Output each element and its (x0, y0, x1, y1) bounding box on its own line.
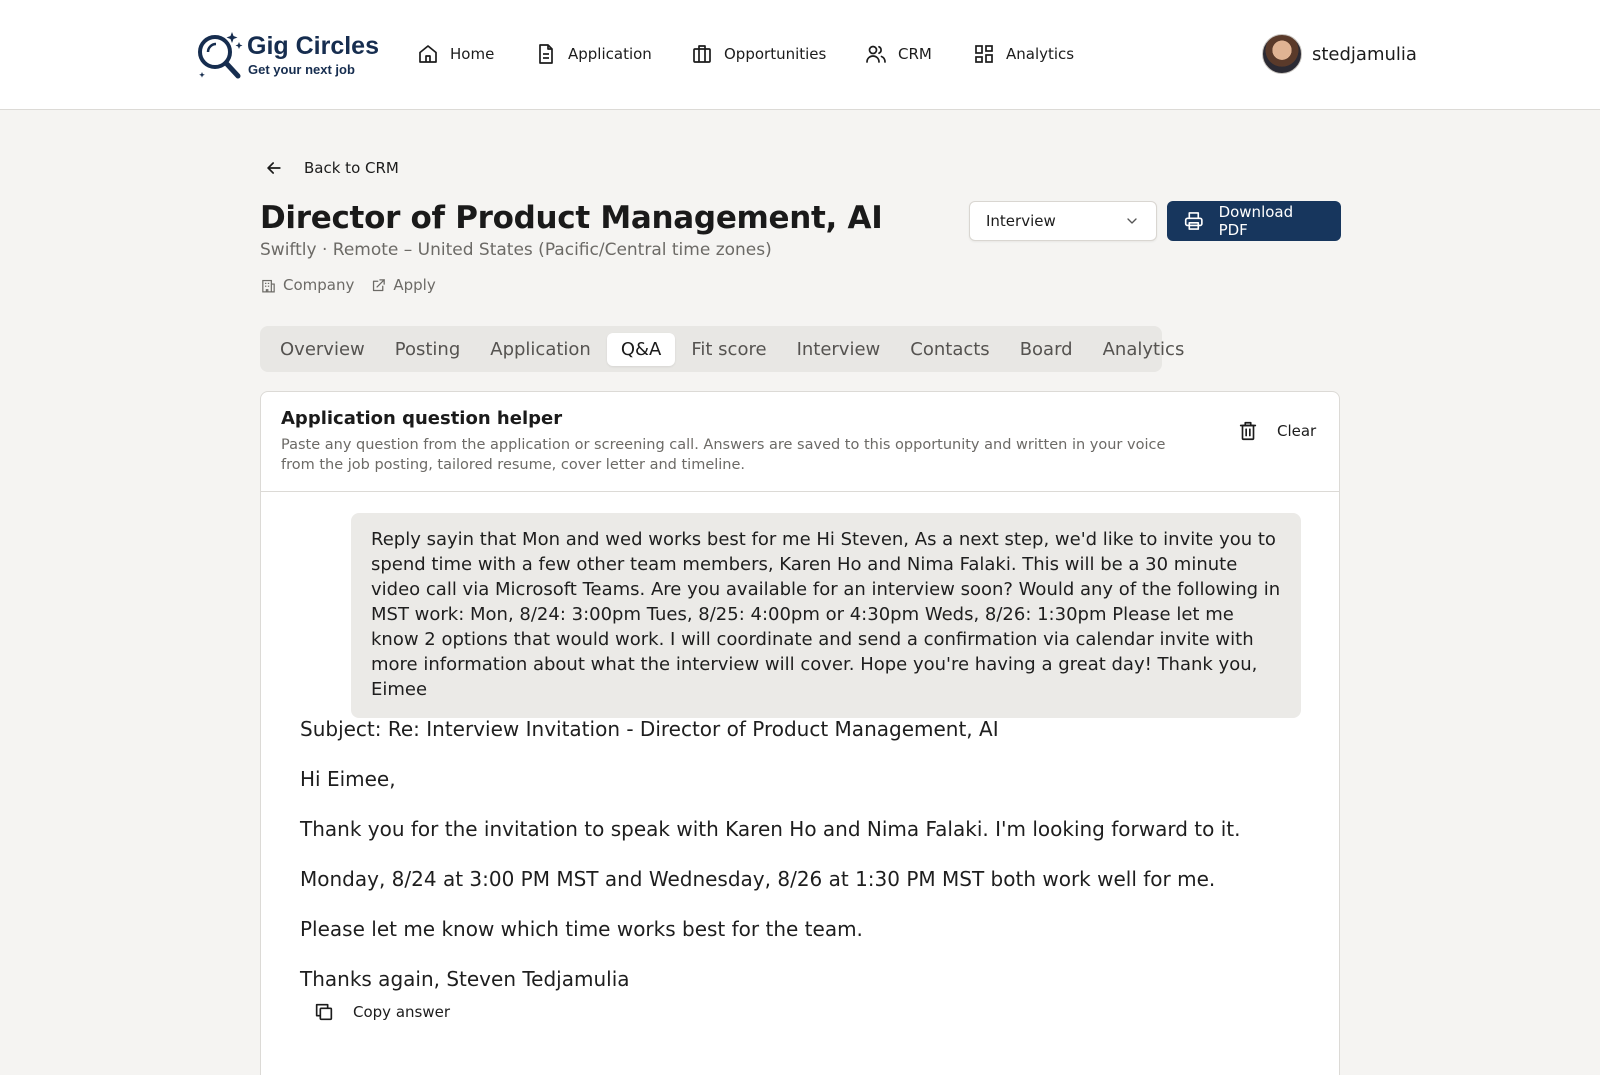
copy-answer-button[interactable] (313, 1001, 450, 1023)
nav-crm-label: CRM (898, 45, 932, 63)
answer-line: Thanks again, Steven Tedjamulia (300, 967, 630, 991)
document-icon (534, 42, 558, 66)
tab-contacts[interactable]: Contacts (910, 338, 990, 360)
chevron-down-icon (1124, 213, 1140, 229)
answer-text (300, 715, 1300, 1015)
magnifier-sparkle-icon (195, 30, 245, 82)
tab-qa[interactable]: Q&A (607, 333, 676, 366)
nav-opportunities[interactable] (690, 40, 826, 68)
tab-interview[interactable]: Interview (796, 338, 881, 360)
brand-logo[interactable] (195, 30, 385, 82)
home-icon (416, 42, 440, 66)
users-icon (864, 42, 888, 66)
tab-posting[interactable]: Posting (394, 338, 461, 360)
grid-icon (972, 42, 996, 66)
apply-link[interactable] (370, 276, 435, 294)
opportunity-tabs (260, 326, 1185, 372)
apply-link-label: Apply (393, 276, 436, 294)
username: stedjamulia (1312, 43, 1417, 65)
nav-analytics[interactable] (972, 40, 1074, 68)
nav-home[interactable] (416, 40, 494, 68)
answer-line: Please let me know which time works best for the team. (300, 917, 863, 941)
job-subtitle: Swiftly · Remote – United States (Pacific/Central time zones) (260, 240, 772, 260)
back-label: Back to CRM (304, 159, 399, 177)
top-navbar (0, 0, 1600, 110)
answer-line: Thank you for the invitation to speak with Karen Ho and Nima Falaki. I'm looking forward to it. (300, 817, 1241, 841)
nav-analytics-label: Analytics (1006, 45, 1075, 63)
brand-name: Gig Circles (247, 32, 379, 60)
card-header (261, 392, 1339, 492)
arrow-left-icon (264, 158, 284, 178)
nav-application-label: Application (568, 45, 652, 63)
back-to-crm-link[interactable] (264, 158, 399, 178)
trash-icon (1237, 420, 1259, 442)
download-pdf-button[interactable] (1167, 201, 1341, 241)
clear-button[interactable] (1225, 416, 1328, 446)
copy-answer-label: Copy answer (353, 1003, 450, 1021)
tab-overview[interactable]: Overview (280, 338, 365, 360)
nav-crm[interactable] (864, 40, 932, 68)
tab-board[interactable]: Board (1019, 338, 1073, 360)
company-link-label: Company (283, 276, 355, 294)
avatar (1262, 34, 1302, 74)
tab-application[interactable]: Application (490, 338, 591, 360)
tab-fit-score[interactable]: Fit score (691, 338, 767, 360)
download-pdf-label: Download PDF (1218, 203, 1294, 239)
qa-helper-card (260, 391, 1340, 1075)
external-link-icon (370, 277, 387, 294)
nav-opportunities-label: Opportunities (724, 45, 827, 63)
question-bubble: Reply sayin that Mon and wed works best for me Hi Steven, As a next step, we'd like to invite you to spend time with a few other team members, Karen Ho and Nima Falaki. This will be a 30 minute video call via Microsoft Teams. Are you available for an interview soon? Would any of the following in MST work: Mon, 8/24: 3:00pm Tues, 8/25: 4:00pm or 4:30pm Weds, 8/26: 1:30pm Please let me know 2 options that would work. I will coordinate and send a confirmation via calendar invite with more information about what the interview will cover. Hope you're having a great day! Thank you, Eimee (351, 513, 1301, 718)
helper-title: Application question helper (281, 408, 563, 429)
page-title: Director of Product Management, AI (260, 200, 883, 236)
brand-tagline: Get your next job (248, 62, 355, 77)
building-icon (260, 277, 277, 294)
briefcase-icon (690, 42, 714, 66)
status-dropdown[interactable] (969, 201, 1157, 241)
company-link[interactable] (260, 276, 354, 294)
answer-line: Subject: Re: Interview Invitation - Director of Product Management, AI (300, 717, 999, 741)
user-menu[interactable] (1262, 34, 1417, 74)
clear-label: Clear (1277, 422, 1317, 440)
copy-icon (313, 1001, 335, 1023)
answer-line: Monday, 8/24 at 3:00 PM MST and Wednesday, 8/26 at 1:30 PM MST both work well for me. (300, 867, 1216, 891)
job-links (260, 276, 436, 294)
status-value: Interview (986, 212, 1056, 230)
nav-home-label: Home (450, 45, 495, 63)
tab-analytics[interactable]: Analytics (1102, 338, 1185, 360)
answer-line: Hi Eimee, (300, 767, 396, 791)
nav-application[interactable] (534, 40, 652, 68)
helper-description: Paste any question from the application or screening call. Answers are saved to this opportunity and written in your voice from the job posting, tailored resume, cover letter and timeline. (281, 437, 1166, 473)
printer-icon (1183, 210, 1205, 232)
